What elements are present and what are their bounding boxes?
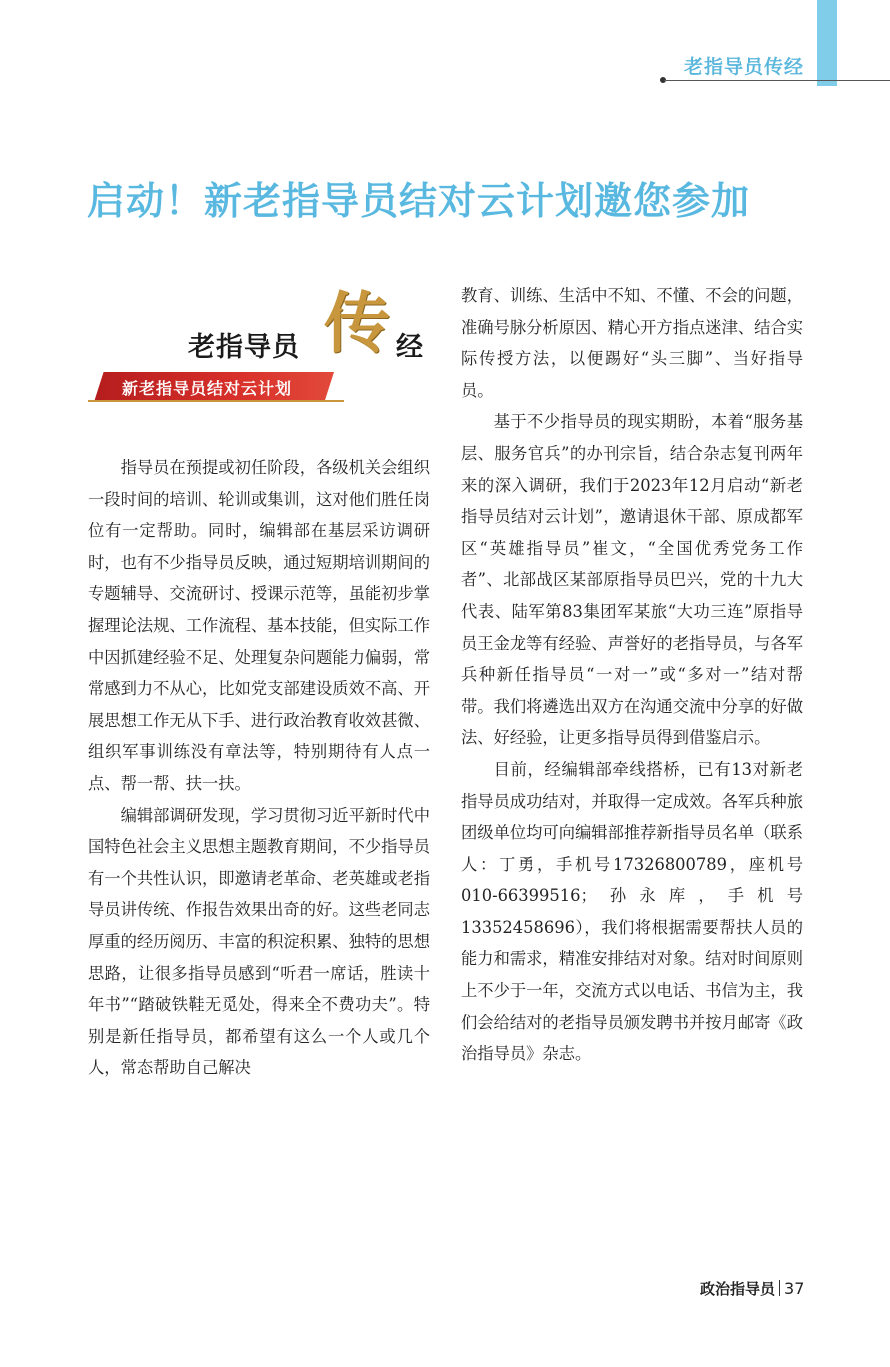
paragraph-continuation: 教育、训练、生活中不知、不懂、不会的问题，准确号脉分析原因、精心开方指点迷津、结合实际传授方法，以便踢好“头三脚”、当好指导员。: [461, 286, 803, 400]
logo-main-text: 老指导员: [188, 332, 300, 363]
header-rule: [664, 80, 890, 81]
logo-ribbon-underline: [88, 400, 344, 402]
paragraph: 基于不少指导员的现实期盼，本着“服务基层、服务官兵”的办刊宗旨，结合杂志复刊两年来的深入调研，我们于2023年12月启动“新老指导员结对云计划”，邀请退休干部、原成都军区“英雄指导员”崔文，“全国优秀党务工作者”、北部战区某部原指导员巴兴，党的十九大代表、陆军第83集团军某旅“大功三连”原指导员王金龙等有经验、声誉好的老指导员，与各军兵种新任指导员“一对一”或“多对一”结对帮带。我们将遴选出双方在沟通交流中分享的好做法、好经验，让更多指导员得到借鉴启示。: [461, 412, 803, 748]
column-logo: [88, 284, 438, 410]
logo-ribbon-text: 新老指导员结对云计划: [122, 379, 293, 398]
right-column: [461, 280, 803, 1070]
header-accent-bar: [817, 0, 837, 86]
footer-magazine-name: 政治指导员: [700, 1280, 776, 1298]
logo-tail-text: 经: [396, 332, 423, 363]
left-column: [88, 452, 430, 1084]
page-footer: [700, 1278, 804, 1299]
paragraph: 目前，经编辑部牵线搭桥，已有13对新老指导员成功结对，并取得一定成效。各军兵种旅团级单位均可向编辑部推荐新指导员名单（联系人：丁勇，手机号17326800789，座机号010-66399516；孙永库，手机号13352458696），我们将根据需要帮扶人员的能力和需求，精准安排结对对象。结对时间原则上不少于一年，交流方式以电话、书信为主，我们会给结对的老指导员颁发聘书并按月邮寄《政治指导员》杂志。: [461, 759, 803, 1064]
paragraph: 编辑部调研发现，学习贯彻习近平新时代中国特色社会主义思想主题教育期间，不少指导员有一个共性认识，即邀请老革命、老英雄或老指导员讲传统、作报告效果出奇的好。这些老同志厚重的经历阅历、丰富的积淀积累、独特的思想思路，让很多指导员感到“听君一席话，胜读十年书”“踏破铁鞋无觅处，得来全不费功夫”。特别是新任指导员，都希望有这么一个人或几个人，常态帮助自己解决: [88, 805, 430, 1078]
article-title: 启动！新老指导员结对云计划邀您参加: [87, 179, 751, 223]
page-number: 37: [784, 1279, 805, 1298]
logo-calligraphy-char: 传: [324, 284, 390, 362]
footer-separator: [779, 1280, 780, 1296]
section-label: 老指导员传经: [683, 56, 804, 78]
paragraph: 指导员在预提或初任阶段，各级机关会组织一段时间的培训、轮训或集训，这对他们胜任岗位有一定帮助。同时，编辑部在基层采访调研时，也有不少指导员反映，通过短期培训期间的专题辅导、交流研讨、授课示范等，虽能初步掌握理论法规、工作流程、基本技能，但实际工作中因抓建经验不足、处理复杂问题能力偏弱，常常感到力不从心，比如党支部建设质效不高、开展思想工作无从下手、进行政治教育收效甚微、组织军事训练没有章法等，特别期待有人点一点、帮一帮、扶一扶。: [88, 458, 430, 793]
